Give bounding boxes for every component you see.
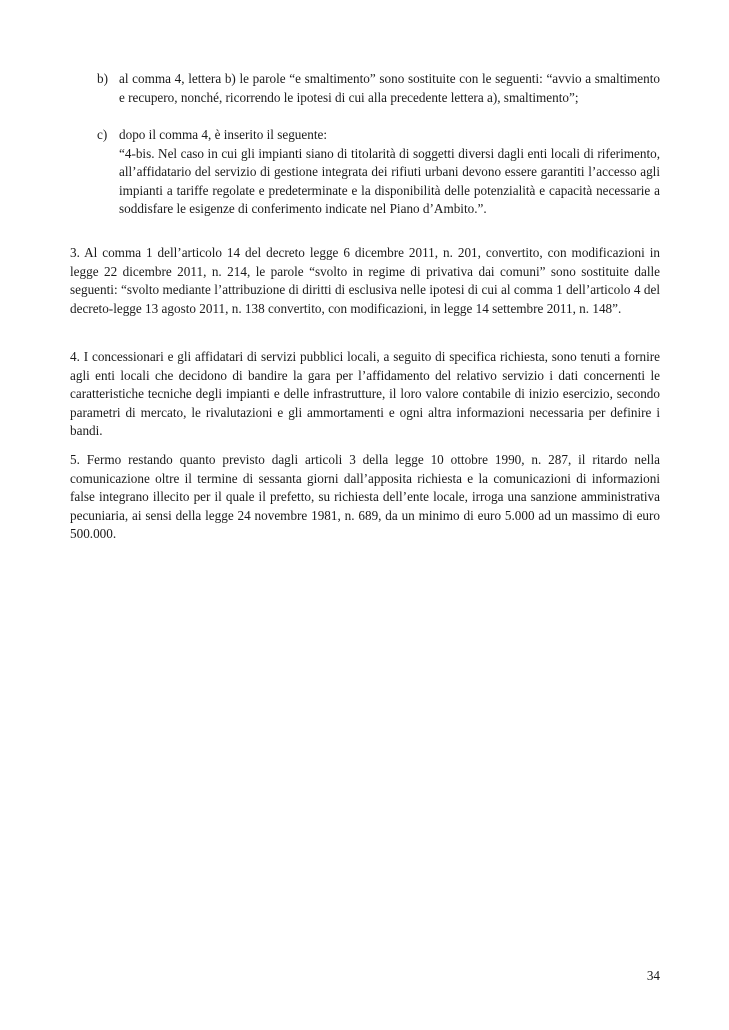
list-item-text: al comma 4, lettera b) le parole “e smaltimento” sono sostituite con le seguenti: “avvio a smaltimento e recupero, nonché, ricorrendo le ipotesi di cui alla precedente lettera a), smaltimento”;	[119, 71, 660, 105]
list-marker: c)	[97, 127, 108, 142]
list-item-text: dopo il comma 4, è inserito il seguente:	[119, 127, 328, 142]
list-item-c	[97, 126, 660, 219]
list-item-b	[97, 70, 660, 107]
inserted-quote: “4-bis. Nel caso in cui gli impianti siano di titolarità di soggetti diversi dagli enti locali di riferimento, all’affidatario del servizio di gestione integrata dei rifiuti urbani devono essere garantiti l’accesso agli impianti a tariffe regolate e predeterminate e la disponibilità delle potenzialità e capacità necessarie a soddisfare le esigenze di conferimento indicate nel Piano d’Ambito.”.	[119, 145, 660, 217]
page-number: 34	[646, 968, 660, 983]
paragraph-5: 5. Fermo restando quanto previsto dagli articoli 3 della legge 10 ottobre 1990, n. 287, il ritardo nella comunicazione oltre il termine di sessanta giorni dall’apposita richiesta e la comunicazioni di informazioni false integrano illecito per il quale il prefetto, su richiesta dell’ente locale, irroga una sanzione amministrativa pecuniaria, ai sensi della legge 24 novembre 1981, n. 689, da un minimo di euro 5.000 ad un massimo di euro 500.000.	[70, 452, 660, 542]
list-marker: b)	[97, 71, 108, 86]
paragraph-4: 4. I concessionari e gli affidatari di servizi pubblici locali, a seguito di specifica richiesta, sono tenuti a fornire agli enti locali che decidono di bandire la gara per l’affidamento del relativo servizio i dati concernenti le caratteristiche tecniche degli impianti e delle infrastrutture, il loro valore contabile di inizio esercizio, secondo parametri di mercato, le rivalutazioni e gli ammortamenti e ogni altra informazioni necessaria per definire i bandi.	[70, 349, 660, 439]
paragraph-3: 3. Al comma 1 dell’articolo 14 del decreto legge 6 dicembre 2011, n. 201, convertito, con modificazioni in legge 22 dicembre 2011, n. 214, le parole “svolto in regime di privativa dai comuni” sono sostituite dalle seguenti: “svolto mediante l’attribuzione di diritti di esclusiva nelle ipotesi di cui al comma 1 dell’articolo 4 del decreto-legge 13 agosto 2011, n. 138 convertito, con modificazioni, in legge 14 settembre 2011, n. 148”.	[70, 245, 660, 316]
